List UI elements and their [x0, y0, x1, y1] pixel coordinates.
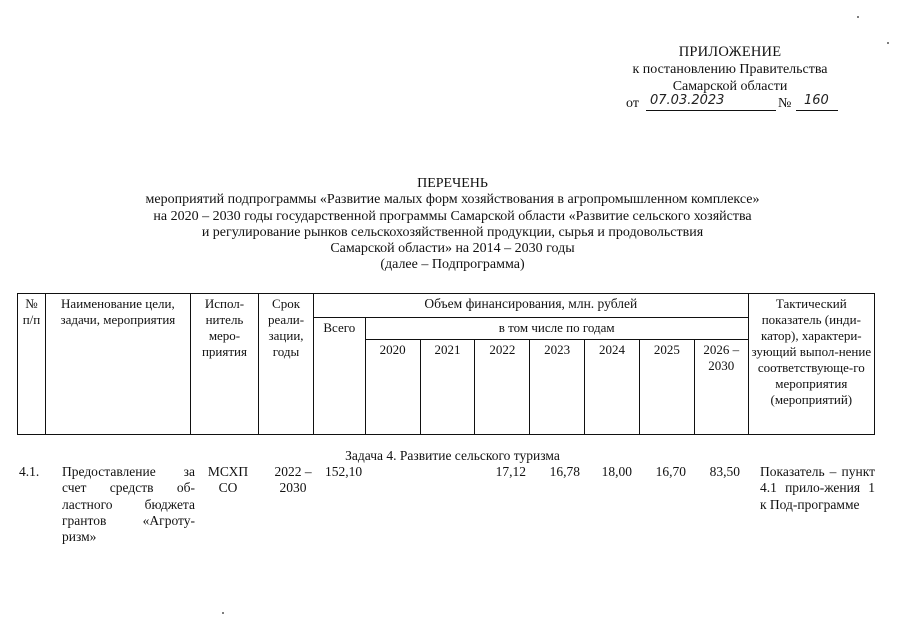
header-year-2025: 2025 — [639, 340, 694, 435]
row-num: 4.1. — [19, 464, 40, 479]
row-name: Предоставление за счет средств об-ластного бюджета грантов «Агроту-ризм» — [62, 464, 195, 545]
header-year-2022: 2022 — [475, 340, 530, 435]
header-year-2024: 2024 — [585, 340, 640, 435]
number-field — [796, 92, 838, 111]
heading-line-2: на 2020 – 2030 годы государственной программы Самарской области «Развитие сельского хозяйства — [153, 208, 752, 224]
date-field — [646, 92, 776, 111]
document-heading — [0, 176, 905, 274]
appendix-line-2: Самарской области — [672, 79, 788, 94]
appendix-line-1: к постановлению Правительства — [632, 62, 828, 77]
row-term: 2022 – 2030 — [274, 464, 312, 496]
heading-line-4: Самарской области» на 2014 – 2030 годы — [330, 241, 575, 257]
header-year-2023: 2023 — [530, 340, 585, 435]
header-year-2026-2030: 2026 – 2030 — [694, 340, 748, 435]
number-label: № — [778, 96, 792, 111]
row-executor: МСХП СО — [207, 464, 249, 496]
date-handwritten: 07.03.2023 — [650, 93, 725, 108]
funding-table-header — [17, 293, 875, 435]
header-funding: Объем финансирования, млн. рублей — [313, 294, 748, 318]
row-year-2023: 16,78 — [549, 464, 580, 479]
heading-line-5: (далее – Подпрограмма) — [380, 257, 525, 273]
header-year-2020: 2020 — [365, 340, 420, 435]
appendix-block — [560, 44, 900, 115]
from-label: от — [626, 96, 639, 111]
appendix-title: ПРИЛОЖЕНИЕ — [678, 44, 782, 60]
row-year-2025: 16,70 — [655, 464, 686, 479]
number-handwritten: 160 — [804, 93, 829, 108]
heading-title: ПЕРЕЧЕНЬ — [417, 176, 488, 191]
header-executor: Испол-нитель меро-приятия — [190, 294, 258, 435]
row-year-2026-2030: 83,50 — [709, 464, 740, 479]
heading-line-3: и регулирование рынков сельскохозяйственной продукции, сырья и продовольствия — [201, 224, 704, 240]
header-total: Всего — [313, 318, 365, 435]
scan-speck — [222, 612, 224, 614]
heading-line-1: мероприятий подпрограммы «Развитие малых форм хозяйствования в агропромышленном комплексе» — [145, 192, 760, 208]
row-year-2024: 18,00 — [601, 464, 632, 479]
row-total: 152,10 — [325, 464, 363, 479]
scan-speck — [857, 16, 859, 18]
task-heading: Задача 4. Развитие сельского туризма — [345, 448, 560, 463]
header-by-years: в том числе по годам — [365, 318, 748, 340]
header-term: Срок реали-зации, годы — [259, 294, 314, 435]
header-name: Наименование цели, задачи, мероприятия — [45, 294, 190, 435]
header-indicator: Тактический показатель (инди-катор), характери-зующий выпол-нение соответствующе-го мероприятия (мероприятий) — [748, 294, 874, 435]
header-num: № п/п — [18, 294, 46, 435]
appendix-sign-row — [560, 95, 900, 115]
row-indicator: Показатель – пункт 4.1 прило-жения 1 к Под-программе — [760, 464, 875, 512]
header-year-2021: 2021 — [420, 340, 475, 435]
row-year-2022: 17,12 — [495, 464, 526, 479]
